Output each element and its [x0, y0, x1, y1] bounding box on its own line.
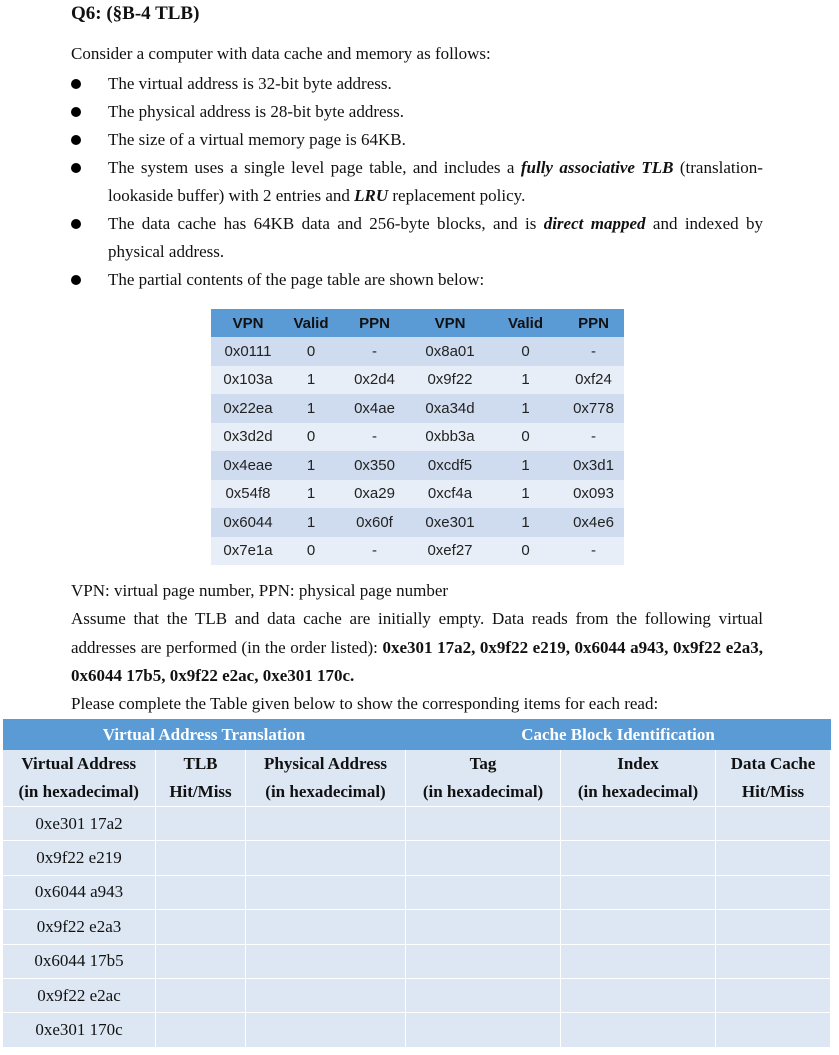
table-row — [211, 366, 624, 395]
column-header: Valid — [488, 309, 563, 337]
column-header: Virtual Address (in hexadecimal) — [3, 750, 156, 807]
column-header-row — [3, 750, 831, 807]
spec-item: The system uses a single level page table, and includes a fully associative TLB (translation-lookaside buffer) with 2 entries and LRU replacement policy. — [71, 154, 763, 210]
table-cell: 0 — [285, 537, 337, 566]
table-row — [211, 480, 624, 509]
table-cell: 0x6044 — [211, 508, 285, 537]
table-cell: 1 — [285, 508, 337, 537]
group-header-row — [3, 719, 831, 750]
table-row — [3, 841, 831, 875]
table-row — [211, 537, 624, 566]
table-row — [3, 944, 831, 978]
table-cell: - — [337, 537, 412, 566]
table-cell: 0x4ae — [337, 394, 412, 423]
table-cell: 0x0111 — [211, 337, 285, 366]
tlb-hit-miss-cell[interactable] — [156, 910, 246, 944]
table-cell: 0 — [488, 537, 563, 566]
emphasis-text: LRU — [354, 186, 389, 205]
table-cell: 0xef27 — [412, 537, 488, 566]
physical-address-cell[interactable] — [246, 807, 406, 841]
table-cell: 1 — [488, 394, 563, 423]
virtual-address-cell: 0x9f22 e219 — [3, 841, 156, 875]
cache-hit-miss-cell[interactable] — [716, 841, 831, 875]
table-cell: 0x22ea — [211, 394, 285, 423]
column-header: PPN — [563, 309, 624, 337]
index-cell[interactable] — [561, 944, 716, 978]
page-table — [211, 309, 624, 565]
table-cell: - — [563, 337, 624, 366]
table-cell: 1 — [285, 451, 337, 480]
tlb-hit-miss-cell[interactable] — [156, 944, 246, 978]
table-cell: 1 — [285, 394, 337, 423]
bullet-icon — [71, 107, 81, 117]
table-row — [211, 451, 624, 480]
table-cell: 0 — [488, 337, 563, 366]
spec-item: The virtual address is 32-bit byte address. — [71, 70, 763, 98]
index-cell[interactable] — [561, 807, 716, 841]
table-cell: 0xcdf5 — [412, 451, 488, 480]
table-cell: 0x9f22 — [412, 366, 488, 395]
table-cell: 0x60f — [337, 508, 412, 537]
table-cell: 1 — [488, 451, 563, 480]
index-cell[interactable] — [561, 1013, 716, 1047]
answer-table — [2, 719, 831, 1048]
column-header: VPN — [412, 309, 488, 337]
cache-hit-miss-cell[interactable] — [716, 875, 831, 909]
table-cell: 1 — [285, 480, 337, 509]
table-cell: - — [337, 423, 412, 452]
table-row — [211, 423, 624, 452]
table-cell: - — [563, 537, 624, 566]
physical-address-cell[interactable] — [246, 875, 406, 909]
group-header-cache: Cache Block Identification — [406, 719, 831, 750]
tlb-hit-miss-cell[interactable] — [156, 807, 246, 841]
bullet-icon — [71, 219, 81, 229]
table-row — [3, 807, 831, 841]
table-row — [3, 910, 831, 944]
tlb-hit-miss-cell[interactable] — [156, 978, 246, 1012]
column-header: Index (in hexadecimal) — [561, 750, 716, 807]
column-header: VPN — [211, 309, 285, 337]
column-header: Valid — [285, 309, 337, 337]
table-row — [3, 875, 831, 909]
virtual-address-cell: 0xe301 170c — [3, 1013, 156, 1047]
table-cell: - — [337, 337, 412, 366]
table-cell: 0xcf4a — [412, 480, 488, 509]
spec-item: The partial contents of the page table are shown below: — [71, 266, 763, 294]
tag-cell[interactable] — [406, 978, 561, 1012]
tag-cell[interactable] — [406, 1013, 561, 1047]
bullet-icon — [71, 275, 81, 285]
index-cell[interactable] — [561, 910, 716, 944]
cache-hit-miss-cell[interactable] — [716, 807, 831, 841]
tag-cell[interactable] — [406, 944, 561, 978]
table-cell: 0 — [285, 423, 337, 452]
table-cell: 0x7e1a — [211, 537, 285, 566]
index-cell[interactable] — [561, 841, 716, 875]
bullet-icon — [71, 79, 81, 89]
table-cell: 0 — [488, 423, 563, 452]
tag-cell[interactable] — [406, 910, 561, 944]
cache-hit-miss-cell[interactable] — [716, 978, 831, 1012]
table-cell: 0x2d4 — [337, 366, 412, 395]
table-cell: 0xbb3a — [412, 423, 488, 452]
virtual-address-cell: 0x9f22 e2a3 — [3, 910, 156, 944]
table-cell: 0xf24 — [563, 366, 624, 395]
spec-item: The size of a virtual memory page is 64KB. — [71, 126, 763, 154]
table-row — [3, 978, 831, 1012]
table-cell: 0xe301 — [412, 508, 488, 537]
table-row — [211, 394, 624, 423]
page-table-header — [211, 309, 624, 337]
spec-item: The data cache has 64KB data and 256-byte blocks, and is direct mapped and indexed by physical address. — [71, 210, 763, 266]
physical-address-cell[interactable] — [246, 841, 406, 875]
bullet-icon — [71, 163, 81, 173]
index-cell[interactable] — [561, 978, 716, 1012]
table-cell: 0x4eae — [211, 451, 285, 480]
table-cell: 1 — [488, 508, 563, 537]
emphasis-text: fully associative TLB — [520, 158, 674, 177]
table-cell: 0x4e6 — [563, 508, 624, 537]
table-row — [211, 337, 624, 366]
virtual-address-cell: 0x9f22 e2ac — [3, 978, 156, 1012]
tlb-hit-miss-cell[interactable] — [156, 875, 246, 909]
cache-hit-miss-cell[interactable] — [716, 944, 831, 978]
virtual-address-cell: 0x6044 17b5 — [3, 944, 156, 978]
instruction-text: Please complete the Table given below to show the corresponding items for each read: — [71, 694, 659, 713]
table-row — [211, 508, 624, 537]
cache-hit-miss-cell[interactable] — [716, 1013, 831, 1047]
table-cell: 0 — [285, 337, 337, 366]
column-header: Tag (in hexadecimal) — [406, 750, 561, 807]
table-cell: 0x778 — [563, 394, 624, 423]
cache-hit-miss-cell[interactable] — [716, 910, 831, 944]
group-header-translation: Virtual Address Translation — [3, 719, 406, 750]
table-cell: 0x350 — [337, 451, 412, 480]
assumption-text: Assume that the TLB and data cache are initially empty. Data reads from the following virtual addresses are performed (in the order listed): 0xe301 17a2, 0x9f22 e219, 0x6044 a943, 0x9f22 e2a3, 0x6044 17b5, 0x9f22 e2ac, 0xe301 170c. — [71, 609, 763, 685]
table-cell: - — [563, 423, 624, 452]
physical-address-cell[interactable] — [246, 1013, 406, 1047]
tag-cell[interactable] — [406, 875, 561, 909]
virtual-address-cell: 0x6044 a943 — [3, 875, 156, 909]
physical-address-cell[interactable] — [246, 944, 406, 978]
physical-address-cell[interactable] — [246, 978, 406, 1012]
column-header: Physical Address (in hexadecimal) — [246, 750, 406, 807]
table-cell: 1 — [285, 366, 337, 395]
tag-cell[interactable] — [406, 841, 561, 875]
column-header: Data Cache Hit/Miss — [716, 750, 831, 807]
table-cell: 0xa29 — [337, 480, 412, 509]
table-cell: 0x8a01 — [412, 337, 488, 366]
question-title: Q6: (§B-4 TLB) — [71, 3, 200, 24]
tag-cell[interactable] — [406, 807, 561, 841]
spec-list — [71, 70, 763, 294]
table-cell: 0x54f8 — [211, 480, 285, 509]
column-header: PPN — [337, 309, 412, 337]
table-cell: 0x3d2d — [211, 423, 285, 452]
emphasis-text: direct mapped — [543, 214, 646, 233]
virtual-address-cell: 0xe301 17a2 — [3, 807, 156, 841]
column-header: TLB Hit/Miss — [156, 750, 246, 807]
table-row — [3, 1013, 831, 1047]
intro-text: Consider a computer with data cache and memory as follows: — [71, 44, 491, 63]
address-sequence: 0xe301 17a2, 0x9f22 e219, 0x6044 a943, 0x9f22 e2a3, 0x6044 17b5, 0x9f22 e2ac, 0xe301 170c. — [71, 637, 763, 685]
table-cell: 0x103a — [211, 366, 285, 395]
table-cell: 0x3d1 — [563, 451, 624, 480]
table-cell: 1 — [488, 480, 563, 509]
spec-item: The physical address is 28-bit byte address. — [71, 98, 763, 126]
table-cell: 0xa34d — [412, 394, 488, 423]
bullet-icon — [71, 135, 81, 145]
tlb-hit-miss-cell[interactable] — [156, 841, 246, 875]
table-cell: 0x093 — [563, 480, 624, 509]
index-cell[interactable] — [561, 875, 716, 909]
vpn-note: VPN: virtual page number, PPN: physical page number — [71, 581, 449, 600]
table-cell: 1 — [488, 366, 563, 395]
tlb-hit-miss-cell[interactable] — [156, 1013, 246, 1047]
physical-address-cell[interactable] — [246, 910, 406, 944]
